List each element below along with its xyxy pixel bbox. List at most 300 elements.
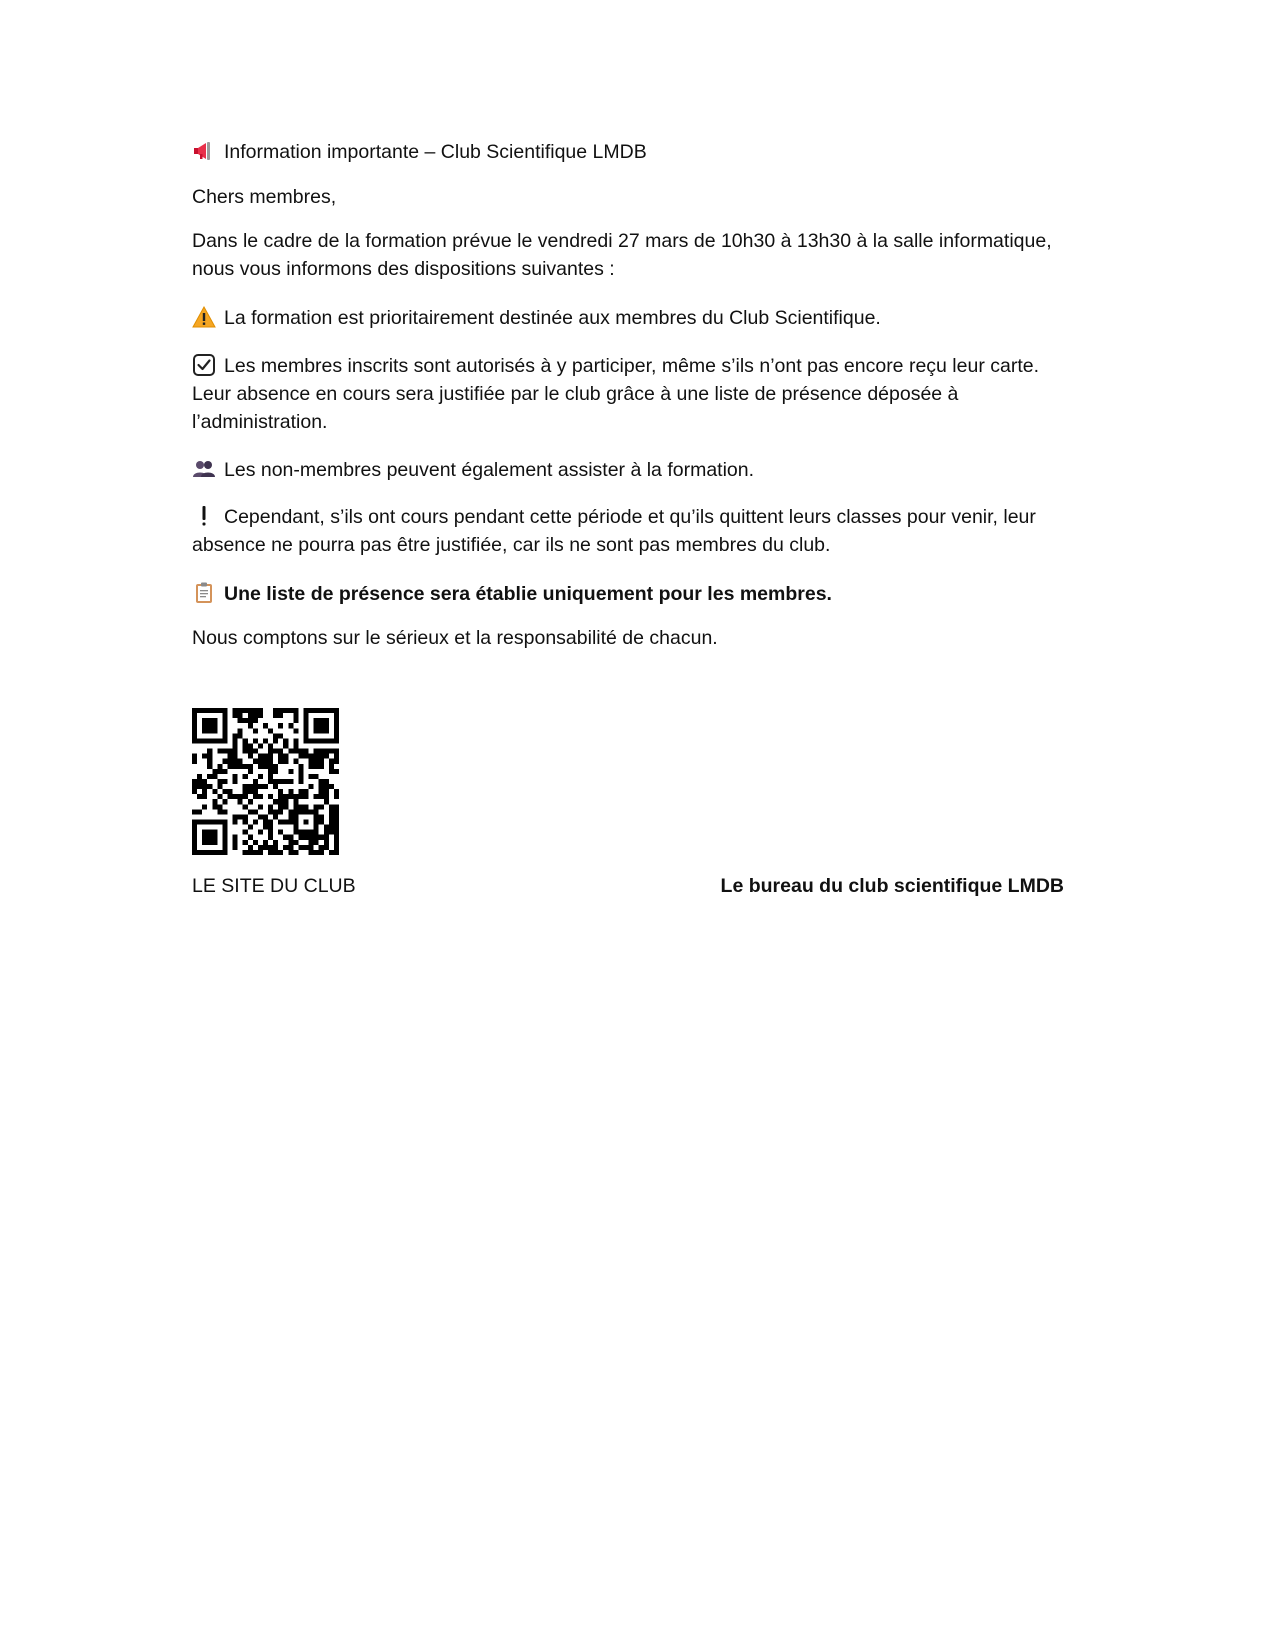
qr-module [314,728,319,733]
qr-module [253,784,258,789]
qr-module [197,784,202,789]
qr-module [217,804,222,809]
qr-module [258,784,263,789]
qr-module [202,804,207,809]
qr-module [319,835,324,840]
qr-module [309,764,314,769]
qr-module [253,794,258,799]
qr-module [304,738,309,743]
qr-module [253,840,258,845]
qr-module [273,809,278,814]
qr-module [207,728,212,733]
qr-module [238,728,243,733]
qr-module [329,759,334,764]
qr-module [278,713,283,718]
qr-module [273,784,278,789]
qr-module [298,804,303,809]
qr-module [314,764,319,769]
qr-module [192,835,197,840]
letter-greeting: Chers membres, [192,186,337,208]
qr-module [258,743,263,748]
qr-module [263,814,268,819]
qr-module [192,809,197,814]
qr-module [233,814,238,819]
qr-module [243,804,248,809]
qr-module [253,759,258,764]
qr-module [283,738,288,743]
letter-title-text: Information importante – Club Scientifique LMDB [224,141,647,163]
qr-code-icon[interactable] [192,708,339,855]
qr-module [217,769,222,774]
qr-module [263,840,268,845]
qr-module [263,845,268,850]
qr-module [334,835,339,840]
qr-module [258,759,263,764]
qr-module [192,820,197,825]
qr-module [197,850,202,855]
qr-module [233,708,238,713]
qr-module [268,825,273,830]
qr-module [212,835,217,840]
qr-module [207,754,212,759]
qr-module [233,738,238,743]
qr-module [293,850,298,855]
qr-module [253,713,258,718]
qr-module [309,830,314,835]
qr-module [217,794,222,799]
qr-module [334,814,339,819]
qr-module [324,789,329,794]
qr-caption: LE SITE DU CLUB [192,875,356,897]
qr-module [329,708,334,713]
qr-module [319,728,324,733]
qr-module [278,830,283,835]
qr-module [324,794,329,799]
qr-module [293,759,298,764]
qr-module [202,723,207,728]
qr-module [334,733,339,738]
qr-module [283,779,288,784]
qr-module [192,708,197,713]
qr-module [202,794,207,799]
qr-module [222,779,227,784]
qr-module [222,708,227,713]
qr-module [329,809,334,814]
qr-module [243,764,248,769]
qr-module [222,809,227,814]
qr-module [263,820,268,825]
qr-module [273,779,278,784]
qr-module [197,809,202,814]
qr-module [268,779,273,784]
qr-module [192,789,197,794]
qr-module [319,708,324,713]
qr-module [319,820,324,825]
qr-module [288,850,293,855]
qr-module [197,774,202,779]
qr-module [268,728,273,733]
qr-module [233,820,238,825]
qr-module [202,779,207,784]
qr-module [319,754,324,759]
letter-title [192,138,647,166]
qr-module [288,708,293,713]
qr-module [314,794,319,799]
qr-module [309,774,314,779]
qr-module [268,830,273,835]
qr-module [202,728,207,733]
qr-module [319,723,324,728]
qr-module [304,789,309,794]
qr-module [309,850,314,855]
qr-module [329,825,334,830]
qr-module [233,743,238,748]
qr-module [268,749,273,754]
qr-module [334,759,339,764]
qr-module [243,789,248,794]
qr-module [273,845,278,850]
qr-module [212,774,217,779]
qr-module [197,820,202,825]
qr-module [334,845,339,850]
qr-module [243,830,248,835]
qr-module [298,769,303,774]
qr-module [288,779,293,784]
qr-module [207,708,212,713]
qr-module [329,738,334,743]
qr-module [334,754,339,759]
qr-module [283,799,288,804]
qr-module [298,749,303,754]
qr-module [217,708,222,713]
qr-module [192,759,197,764]
qr-module [314,804,319,809]
point-list-text: Une liste de présence sera établie uniquement pour les membres. [224,583,832,605]
qr-module [227,794,232,799]
qr-module [238,733,243,738]
qr-module [288,809,293,814]
qr-module [268,764,273,769]
qr-module [268,804,273,809]
qr-module [273,840,278,845]
letter-intro: Dans le cadre de la formation prévue le vendredi 27 mars de 10h30 à 13h30 à la salle informatique, nous vous informons des dispositions suivantes : [192,230,1052,280]
qr-module [222,850,227,855]
qr-module [314,830,319,835]
qr-module [283,794,288,799]
qr-module [304,749,309,754]
qr-module [233,845,238,850]
point-nonmembers-text: Les non-membres peuvent également assister à la formation. [224,459,755,481]
qr-module [243,708,248,713]
qr-module [207,840,212,845]
qr-module [207,850,212,855]
qr-module [222,825,227,830]
qr-module [283,708,288,713]
qr-module [222,738,227,743]
qr-module [334,769,339,774]
qr-module [304,809,309,814]
qr-module [202,738,207,743]
qr-module [334,850,339,855]
qr-module [278,759,283,764]
qr-module [309,809,314,814]
qr-module [233,713,238,718]
qr-module [314,708,319,713]
qr-module [253,820,258,825]
qr-module [268,845,273,850]
qr-module [207,718,212,723]
qr-module [248,713,253,718]
qr-module [192,754,197,759]
qr-module [324,749,329,754]
qr-module [202,789,207,794]
qr-module [192,723,197,728]
qr-module [283,845,288,850]
qr-module [253,738,258,743]
qr-module [192,733,197,738]
qr-module [288,840,293,845]
qr-module [319,850,324,855]
qr-module [298,794,303,799]
qr-module [273,799,278,804]
qr-module [212,804,217,809]
qr-module [304,723,309,728]
qr-module [258,708,263,713]
qr-module [334,718,339,723]
qr-module [192,738,197,743]
qr-module [319,779,324,784]
qr-module [293,825,298,830]
qr-module [314,814,319,819]
qr-module [238,708,243,713]
qr-module [314,749,319,754]
qr-module [268,820,273,825]
qr-module [334,840,339,845]
qr-module [212,820,217,825]
qr-module [238,759,243,764]
qr-module [243,743,248,748]
qr-module [233,759,238,764]
qr-module [334,728,339,733]
qr-module [253,850,258,855]
qr-module [293,749,298,754]
qr-module [278,794,283,799]
point-nonmembers [192,456,754,484]
qr-module [324,799,329,804]
qr-module [243,794,248,799]
qr-module [227,754,232,759]
qr-module [278,789,283,794]
qr-module [243,840,248,845]
qr-module [202,784,207,789]
letter-closing: Nous comptons sur le sérieux et la responsabilité de chacun. [192,627,718,649]
point-list [192,580,832,608]
qr-module [243,814,248,819]
qr-module [207,830,212,835]
qr-module [212,830,217,835]
qr-module [334,708,339,713]
qr-module [263,764,268,769]
qr-module [222,723,227,728]
qr-module [253,749,258,754]
qr-module [288,820,293,825]
qr-module [227,789,232,794]
qr-module [248,754,253,759]
qr-module [293,743,298,748]
qr-module [278,799,283,804]
qr-module [207,723,212,728]
qr-module [283,759,288,764]
qr-module [248,784,253,789]
qr-module [309,708,314,713]
qr-module [288,794,293,799]
clipboard-icon [192,582,216,604]
qr-module [197,738,202,743]
qr-module [334,809,339,814]
qr-module [319,764,324,769]
qr-module [258,814,263,819]
qr-module [314,723,319,728]
qr-module [334,794,339,799]
qr-module [263,738,268,743]
qr-module [253,728,258,733]
qr-module [334,830,339,835]
qr-module [248,723,253,728]
qr-module [197,779,202,784]
qr-module [197,708,202,713]
qr-module [258,774,263,779]
qr-module [227,759,232,764]
qr-module [202,708,207,713]
qr-module [248,764,253,769]
qr-module [283,835,288,840]
qr-module [207,784,212,789]
qr-module [248,743,253,748]
qr-module [207,759,212,764]
qr-module [309,835,314,840]
qr-module [207,738,212,743]
qr-module [298,754,303,759]
qr-module [324,840,329,845]
qr-module [278,809,283,814]
qr-module [263,723,268,728]
qr-module [288,845,293,850]
qr-module [217,784,222,789]
qr-module [283,754,288,759]
qr-module [217,749,222,754]
warning-icon [192,306,216,328]
qr-module [304,794,309,799]
qr-module [329,830,334,835]
qr-module [304,830,309,835]
qr-module [293,809,298,814]
qr-module [324,738,329,743]
qr-module [233,749,238,754]
qr-module [212,723,217,728]
qr-module [324,718,329,723]
qr-module [263,759,268,764]
qr-module [334,749,339,754]
qr-module [248,718,253,723]
qr-module [309,738,314,743]
qr-module [273,769,278,774]
qr-module [268,774,273,779]
qr-module [324,779,329,784]
qr-module [329,769,334,774]
qr-module [253,708,258,713]
qr-module [278,708,283,713]
qr-module [207,764,212,769]
qr-module [273,850,278,855]
qr-module [192,825,197,830]
qr-module [278,749,283,754]
qr-module [288,789,293,794]
qr-module [238,764,243,769]
qr-module [253,789,258,794]
qr-module [233,754,238,759]
qr-module [324,723,329,728]
qr-module [263,754,268,759]
qr-module [202,850,207,855]
qr-module [298,764,303,769]
qr-module [192,784,197,789]
point-members [192,352,1072,436]
qr-module [212,850,217,855]
qr-module [319,749,324,754]
qr-module [192,840,197,845]
qr-module [258,713,263,718]
qr-module [319,718,324,723]
qr-module [222,749,227,754]
qr-module [202,754,207,759]
qr-module [248,825,253,830]
qr-module [324,825,329,830]
qr-module [319,784,324,789]
qr-module [304,733,309,738]
qr-module [298,774,303,779]
qr-module [253,779,258,784]
qr-module [298,779,303,784]
qr-module [293,840,298,845]
qr-module [222,830,227,835]
qr-module [222,799,227,804]
qr-module [217,809,222,814]
qr-module [258,804,263,809]
qr-module [217,738,222,743]
qr-module [298,789,303,794]
qr-module [212,799,217,804]
qr-module [268,759,273,764]
qr-module [304,845,309,850]
qr-module [324,708,329,713]
qr-module [258,794,263,799]
qr-module [217,779,222,784]
qr-module [314,738,319,743]
qr-module [319,738,324,743]
qr-module [324,784,329,789]
qr-module [243,850,248,855]
qr-module [283,820,288,825]
qr-module [268,809,273,814]
qr-module [314,774,319,779]
qr-module [243,820,248,825]
qr-module [334,723,339,728]
qr-module [273,814,278,819]
qr-module [243,749,248,754]
qr-module [273,708,278,713]
qr-module [288,749,293,754]
qr-module [238,799,243,804]
